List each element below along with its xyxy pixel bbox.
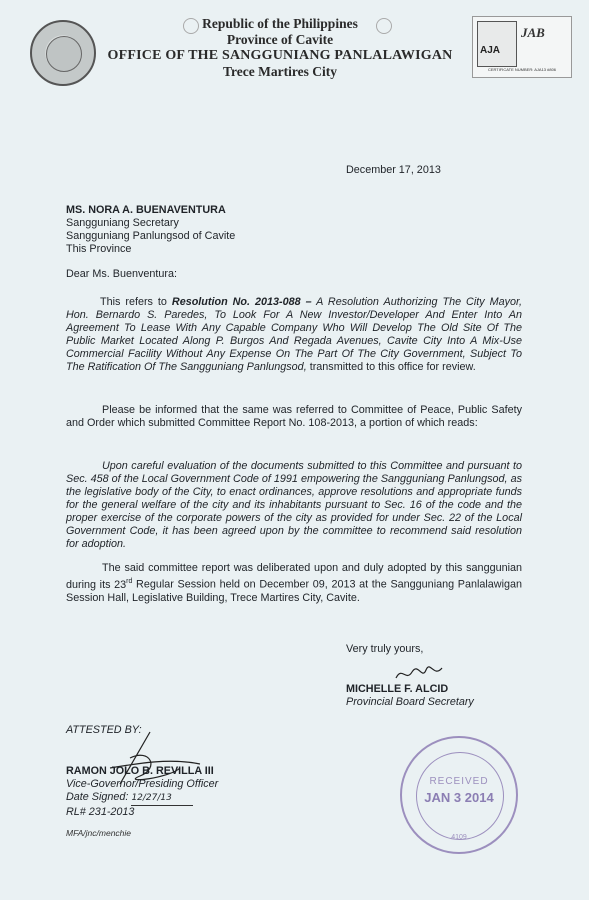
- paragraph-3-quote: Upon careful evaluation of the documents submitted to this Committee and pursuant to Sec. 458 of the Local Government Code of 1991 empowering the Sangguniang Panlungsod, as the legislative body of the City, to enact ordinances, approve resolutions and appropriate funds for the general welfare of the city and its inhabitants pursuant to Sec. 16 of the code and the proper exercise of the corporate powers of the city as provided for under Sec. 22 of the Local Government Code, it has been agreed upon by the committee to recommend said resolution for adoption.: [66, 460, 522, 550]
- signer-block: [346, 683, 474, 709]
- attester-name: RAMON JOLO B. REVILLA III: [66, 765, 214, 777]
- stamp-number: 4109: [451, 834, 467, 841]
- stamp-date: JAN 3 2014: [424, 790, 494, 805]
- received-stamp: [400, 736, 518, 854]
- addressee-line: This Province: [66, 243, 132, 255]
- provincial-seal: [30, 20, 96, 86]
- paragraph-4: The said committee report was deliberated upon and duly adopted by this sanggunian during its 23rd Regular Session held on December 09, 2013 at the Sangguniang Panlalawigan Session Hall, Legislative Building, Trece Martires City, Cavite.: [66, 562, 522, 604]
- addressee-name: MS. NORA A. BUENAVENTURA: [66, 204, 226, 216]
- certificate-number: CERTIFICATE NUMBER: AJA13 #806: [487, 67, 557, 72]
- salutation: Dear Ms. Buenventura:: [66, 268, 178, 280]
- certification-logos: [472, 16, 572, 78]
- stamp-received: RECEIVED: [429, 776, 489, 787]
- header-city: Trece Martires City: [223, 64, 337, 79]
- attester-title: Vice-Governor/Presiding Officer: [66, 778, 219, 790]
- addressee-line: Sangguniang Secretary: [66, 217, 179, 229]
- date-signed-value: 12/27/13: [131, 792, 193, 806]
- signer-name: MICHELLE F. ALCID: [346, 683, 449, 695]
- reference-initials: MFA/jnc/menchie: [66, 828, 132, 838]
- paragraph-2: Please be informed that the same was referred to Committee of Peace, Public Safety and Order which submitted Committee Report No. 108-2013, a portion of which reads:: [66, 404, 522, 429]
- attester-block: [66, 765, 218, 819]
- attested-label: ATTESTED BY:: [66, 724, 142, 736]
- rl-number: RL# 231-2013: [66, 806, 135, 818]
- aja-logo: AJA: [477, 21, 517, 67]
- resolution-number: Resolution No. 2013-088 –: [171, 296, 312, 308]
- paragraph-1: This refers to Resolution No. 2013-088 – A Resolution Authorizing The City Mayor, Hon. Bernardo S. Paredes, To Look For A New Investor/Developer And Enter Into An Agreement To Lease With Any Capable Company Who Will Develop The Old Site Of The Public Market Located Along P. Burgos And Regada Avenues, Cavite City Into A Mix-Use Commercial Facility Without Any Expense On The Part Of The City Government, Subject To The Ratification Of The Sangguniang Panlungsod, transmitted to this office for review.: [66, 296, 522, 373]
- header-republic: Republic of the Philippines: [202, 16, 358, 31]
- addressee-block: [66, 204, 235, 256]
- header-province: Province of Cavite: [226, 32, 334, 47]
- letter-date: December 17, 2013: [346, 164, 441, 176]
- date-signed: Date Signed: 12/27/13: [66, 791, 218, 806]
- addressee-line: Sangguniang Panlungsod of Cavite: [66, 230, 236, 242]
- closing: Very truly yours,: [346, 643, 424, 655]
- signer-title: Provincial Board Secretary: [346, 696, 474, 708]
- resolution-title: A Resolution Authorizing The City Mayor, Hon. Bernardo S. Paredes, To Look For A New Investor/Developer And Enter Into An Agreement To Lease With Any Capable Company Who Will Develop The Old Site Of The Public Market Located Along P. Burgos And Regada Avenues, Cavite City Into A Mix-Use Commercial Facility Without Any Expense On The Part Of The City Government, Subject To The Ratification Of The Sangguniang Panlungsod,: [66, 296, 522, 373]
- signature-scribble: [394, 664, 444, 684]
- jab-logo: JAB: [521, 25, 545, 40]
- header-office: OFFICE OF THE SANGGUNIANG PANLALAWIGAN: [107, 48, 453, 63]
